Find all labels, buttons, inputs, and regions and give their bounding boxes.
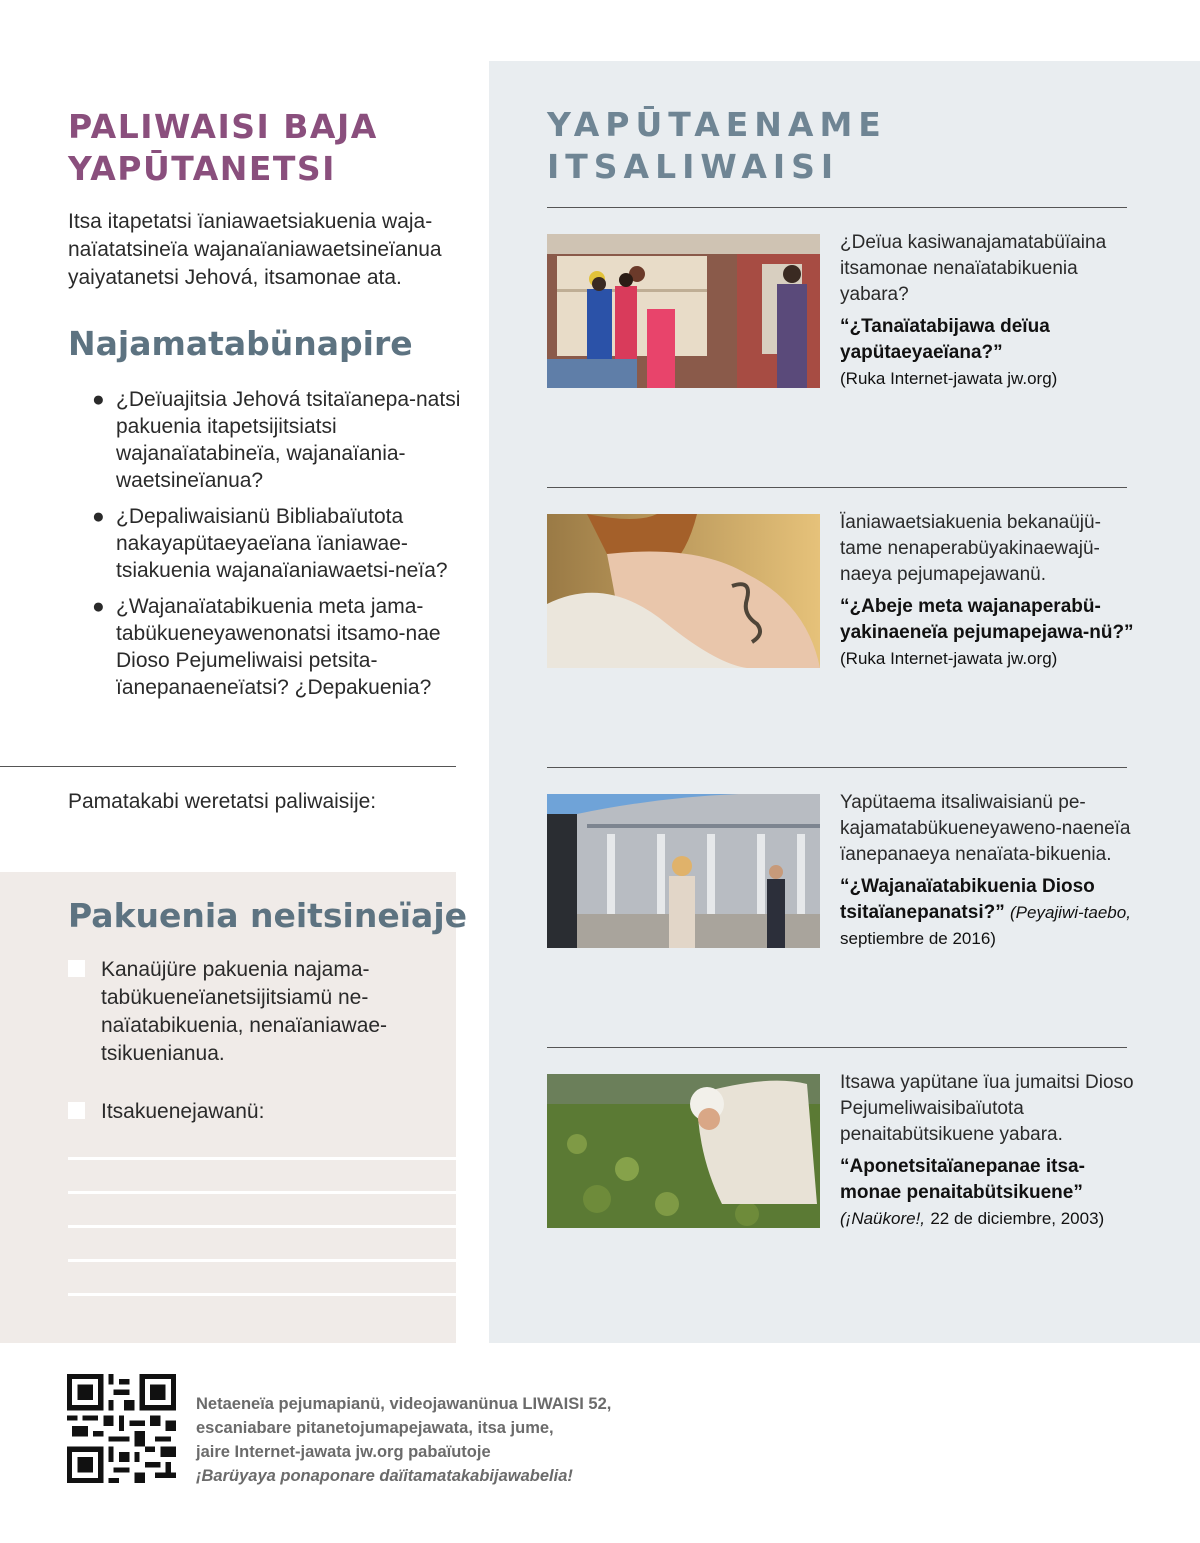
field-image: [547, 1074, 820, 1228]
write-line[interactable]: [68, 1191, 456, 1194]
bullet-icon: ●: [92, 505, 105, 528]
checkbox[interactable]: [68, 1102, 85, 1119]
questions-heading: Najamatabünapire: [68, 324, 413, 363]
clothing-store-photo: [547, 234, 820, 388]
clothing-store-image: [547, 234, 820, 388]
footer-text: Netaeneïa pejumapianü, videojawanünua LIWAISI 52, escaniabare pitanetojumapejawata, itsa jume, jaire Internet-jawata jw.org pabaïutoje ¡Barüyaya ponaponare daïitamatakabijawabelia!: [196, 1395, 612, 1485]
resource-4-text: [840, 1070, 1140, 1232]
divider: [547, 487, 1127, 488]
resource-reference[interactable]: “Aponetsitaïanepanae itsa-monae penaitabütsikuene” (¡Naükore!, 22 de diciembre, 2003): [840, 1156, 1105, 1228]
qr-code-icon[interactable]: [67, 1374, 176, 1483]
tattoo-shoulder-photo: [547, 514, 820, 668]
questions-list: [92, 386, 462, 710]
field-worker-photo: [547, 1074, 820, 1228]
next-visit-label: Pamatakabi weretatsi paliwaisije:: [68, 790, 377, 813]
resource-reference[interactable]: “¿Tanaïatabijawa deïua yapütaeyaeïana?” (Ruka Internet-jawata jw.org): [840, 316, 1058, 388]
resource-reference[interactable]: “¿Abeje meta wajanaperabü-yakinaeneïa pejumapejawa-nü?” (Ruka Internet-jawata jw.org): [840, 596, 1134, 668]
todo-item: Kanaüjüre pakuenia najama-tabükueneïanetsijitsiamü ne-naïatabikuenia, nenaïaniawae-tsikuenianua.: [68, 956, 438, 1068]
stadium-reporter-photo: [547, 794, 820, 948]
list-item: ● ¿Wajanaïatabikuenia meta jama-tabükuenеyawenonatsi itsamo-nae Dioso Pejumeliwaisi petsita-ïanepanaeneïatsi? ¿Depakuenia?: [92, 595, 441, 699]
stadium-image: [547, 794, 820, 948]
resource-description: Itsawa yapütane ïua jumaitsi Dioso Pejumeliwaisibaïutota penaitabütsikuene yabara.: [840, 1072, 1134, 1145]
divider: [547, 767, 1127, 768]
list-item: ● ¿Deïuajitsia Jehová tsitaïanepa-natsi pakuenia itapetsijitsiatsi wajanaïatabineïa, wajanaïania-waetsineïanua?: [92, 388, 461, 492]
todo-heading: Pakuenia neitsineïaje: [68, 896, 468, 935]
divider: [547, 1047, 1127, 1048]
resource-2-text: [840, 510, 1140, 672]
resource-description: Ïaniawaetsiakuenia bekanaüjü-tame nenaperabüyakinaewajü-naeya pejumapejawanü.: [840, 512, 1101, 585]
page-title: PALIWAISI BAJA YAPŪTANETSI: [68, 107, 378, 188]
resource-description: ¿Deïua kasiwanajamatabüïaina itsamonae nenaïatabikuenia yabara?: [840, 232, 1107, 305]
write-line[interactable]: [68, 1225, 456, 1228]
write-line[interactable]: [68, 1157, 456, 1160]
resource-description: Yapütaema itsaliwaisianü pe-kajamatabükueneyaweno-naeneïa ïanepanaeya nenaïata-bikuenia.: [840, 792, 1131, 865]
list-item: ● ¿Depaliwaisianü Bibliabaïutota nakayapütaeyaeïana ïaniawae-tsiakuenia wajanaïaniawaetsi-neïa?: [92, 505, 448, 582]
divider: [0, 766, 456, 767]
tattoo-image: [547, 514, 820, 668]
resource-reference[interactable]: “¿Wajanaïatabikuenia Dioso tsitaïanepanatsi?” (Peyajiwi-taebo, septiembre de 2016): [840, 876, 1131, 948]
resources-heading: YAPŪTAENAME ITSALIWAISI: [547, 105, 887, 186]
bullet-icon: ●: [92, 388, 105, 411]
bullet-icon: ●: [92, 595, 105, 618]
write-line[interactable]: [68, 1293, 456, 1296]
divider: [547, 207, 1127, 208]
intro-text: Itsa itapetatsi ïaniawaetsiakuenia waja-naïatatsineïa wajanaïaniawaetsineïanua yaiyatanetsi Jehová, itsamonae ata.: [68, 210, 442, 289]
resource-1-text: [840, 230, 1140, 392]
resource-3-text: [840, 790, 1140, 952]
checkbox[interactable]: [68, 960, 85, 977]
todo-item: Itsakuenejawanü:: [68, 1098, 438, 1126]
write-line[interactable]: [68, 1259, 456, 1262]
